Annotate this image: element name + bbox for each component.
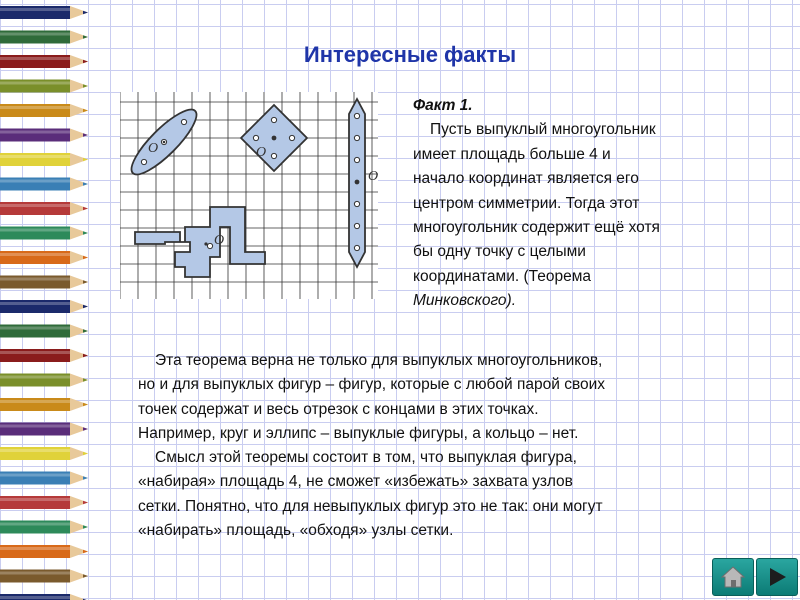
body-line: Смысл этой теоремы состоит в том, что выпуклая фигура, — [155, 449, 577, 467]
slide-title: Интересные факты — [303, 42, 517, 67]
pencil — [0, 545, 88, 558]
body-text — [138, 349, 758, 543]
figure-grid — [120, 92, 378, 299]
nonconvex-shape — [135, 207, 265, 277]
pencil — [0, 6, 88, 19]
fact-line: Пусть выпуклый многоугольник — [430, 121, 656, 139]
home-icon — [720, 565, 746, 589]
pencil — [0, 31, 88, 44]
body-line: точек содержат и весь отрезок с концами в этих точках. — [138, 400, 539, 418]
rhombus-shape — [241, 105, 307, 171]
fact-line: начало координат является его — [413, 170, 639, 188]
pencil — [0, 325, 88, 338]
pencil — [0, 153, 88, 166]
pencil — [0, 521, 88, 534]
pencil — [0, 472, 88, 485]
fact-line: Минковского). — [413, 292, 516, 310]
origin-label-hexagon: O — [368, 169, 378, 184]
pencil — [0, 251, 88, 264]
pencil — [0, 227, 88, 240]
fact-line: центром симметрии. Тогда этот — [413, 194, 640, 212]
fact-line: бы одну точку с целыми — [413, 243, 586, 261]
figure-canvas — [120, 92, 378, 299]
fact-line: координатами. (Теорема — [413, 267, 591, 285]
pencils-decoration — [0, 0, 100, 600]
pencil — [0, 349, 88, 362]
pencil — [0, 447, 88, 460]
body-line: но и для выпуклых фигур – фигур, которые с любой парой своих — [138, 376, 606, 394]
pencil — [0, 300, 88, 313]
fact-line: имеет площадь больше 4 и — [413, 145, 611, 163]
body-line: сетки. Понятно, что для невыпуклых фигур это не так: они могут — [138, 497, 603, 515]
pencil — [0, 423, 88, 436]
pencil — [0, 496, 88, 509]
pencil — [0, 80, 88, 93]
minkowski-figure — [120, 92, 378, 299]
pencil — [0, 178, 88, 191]
pencil — [0, 570, 88, 583]
pencil — [0, 104, 88, 117]
body-line: Например, круг и эллипс – выпуклые фигуры, а кольцо – нет. — [138, 424, 579, 442]
hexagon-shape — [349, 99, 365, 267]
fact-block — [413, 94, 753, 314]
fact-title: Факт 1. — [413, 97, 473, 114]
body-line: Эта теорема верна не только для выпуклых многоугольников, — [155, 352, 603, 369]
play-icon — [766, 566, 788, 588]
body-line: «набирая» площадь 4, не сможет «избежать» захвата узлов — [138, 473, 573, 491]
pencil — [0, 594, 88, 600]
home-button[interactable] — [712, 558, 754, 596]
fact-line: многоугольник содержит ещё хотя — [413, 219, 660, 237]
pencil — [0, 398, 88, 411]
pencil — [0, 55, 88, 68]
pencil — [0, 129, 88, 142]
pencil — [0, 374, 88, 387]
pencil — [0, 276, 88, 289]
next-button[interactable] — [756, 558, 798, 596]
body-line: «набирать» площадь, «обходя» узлы сетки. — [138, 522, 454, 540]
origin-label-rhombus: O — [256, 145, 267, 160]
pencil — [0, 202, 88, 215]
origin-label-staircase: O — [214, 233, 225, 248]
origin-label-ellipse: O — [148, 141, 159, 156]
